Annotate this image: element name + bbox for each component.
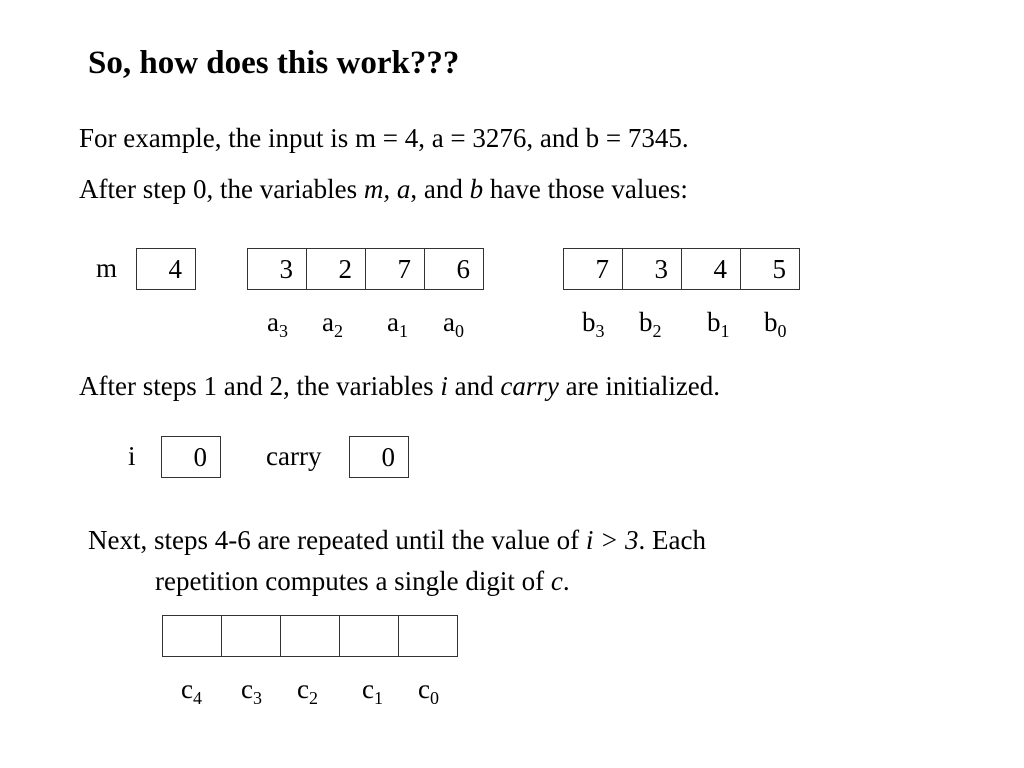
i-label: i (128, 441, 136, 471)
next-line-1: Next, steps 4-6 are repeated until the value of i > 3. Each (88, 525, 707, 555)
c-sub-label: $c_1$ (362, 674, 383, 708)
slide-title: So, how does this work??? (88, 45, 460, 81)
c-digit-cell (339, 615, 399, 657)
b-digit-cell: 5 (740, 248, 800, 290)
a-digit-cell: 6 (424, 248, 484, 290)
intro-line-1: For example, the input is m = 4, a = 3276, and b = 7345. (79, 123, 689, 153)
c-digit-cell (280, 615, 340, 657)
b-digit-cell: 3 (622, 248, 682, 290)
c-sub-label: $c_2$ (297, 674, 318, 708)
c-digit-cell (162, 615, 222, 657)
c-sub-label: $c_0$ (418, 674, 439, 708)
carry-box (349, 436, 409, 478)
m-box (136, 248, 196, 290)
b-sub-label: $b_2$ (639, 307, 662, 341)
a-digit-cell: 7 (365, 248, 425, 290)
m-label: m (96, 253, 118, 283)
carry-value-cell: 0 (349, 436, 409, 478)
a-sub-label: $a_2$ (322, 307, 343, 341)
c-digit-cell (221, 615, 281, 657)
b-sub-label: $b_0$ (764, 307, 787, 341)
i-value-cell: 0 (161, 436, 221, 478)
a-sub-label: $a_0$ (443, 307, 464, 341)
a-digit-cell: 2 (306, 248, 366, 290)
a-digit-cell: 3 (247, 248, 307, 290)
c-sub-label: $c_3$ (241, 674, 262, 708)
c-sub-label: $c_4$ (181, 674, 202, 708)
next-line-2: repetition computes a single digit of c. (155, 566, 570, 596)
intro-line-2: After step 0, the variables m, a, and b have those values: (79, 174, 688, 204)
c-digit-boxes (162, 615, 458, 657)
b-sub-label: $b_3$ (582, 307, 605, 341)
carry-label: carry (266, 441, 322, 471)
i-box (161, 436, 221, 478)
a-digit-boxes (247, 248, 484, 290)
b-digit-cell: 4 (681, 248, 741, 290)
b-digit-cell: 7 (563, 248, 623, 290)
b-sub-label: $b_1$ (707, 307, 730, 341)
init-line: After steps 1 and 2, the variables i and carry are initialized. (79, 371, 721, 401)
c-digit-cell (398, 615, 458, 657)
a-sub-label: $a_3$ (267, 307, 288, 341)
m-value-cell: 4 (136, 248, 196, 290)
b-digit-boxes (563, 248, 800, 290)
a-sub-label: $a_1$ (387, 307, 408, 341)
